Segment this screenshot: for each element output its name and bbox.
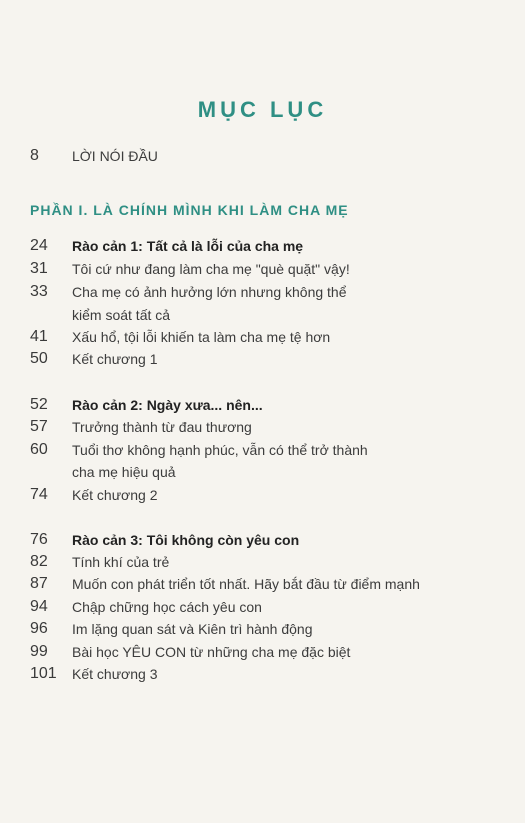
page-number: 8 (30, 147, 39, 164)
entry-label: Im lặng quan sát và Kiên trì hành động (72, 621, 313, 637)
page-number: 76 (30, 531, 48, 548)
entry-label: Rào cản 1: Tất cả là lỗi của cha mẹ (72, 238, 304, 254)
entry-label: Tính khí của trẻ (72, 554, 170, 570)
entry-label: Tôi cứ như đang làm cha mẹ "què quặt" vậy! (72, 261, 350, 277)
entry-label: Kết chương 1 (72, 351, 158, 367)
page-number: 74 (30, 486, 48, 503)
entry-label: Tuổi thơ không hạnh phúc, vẫn có thể trở thành (72, 442, 368, 458)
page-number: 31 (30, 260, 48, 277)
page-number: 87 (30, 575, 48, 592)
page-number: 52 (30, 396, 48, 413)
entry-label: Muốn con phát triển tốt nhất. Hãy bắt đầu từ điểm mạnh (72, 576, 420, 592)
page-number: 50 (30, 350, 48, 367)
entry-label: Cha mẹ có ảnh hưởng lớn nhưng không thể (72, 284, 347, 300)
entry-label: Rào cản 2: Ngày xưa... nên... (72, 397, 263, 413)
page-number: 24 (30, 237, 48, 254)
entry-label: Xấu hổ, tội lỗi khiến ta làm cha mẹ tệ hơn (72, 329, 331, 345)
page-number: 33 (30, 283, 48, 300)
page-number: 60 (30, 441, 48, 458)
entry-label: LỜI NÓI ĐẦU (72, 148, 158, 164)
entry-label: Trưởng thành từ đau thương (72, 419, 252, 435)
part-heading: PHẦN I. LÀ CHÍNH MÌNH KHI LÀM CHA MẸ (30, 202, 349, 218)
page-title: MỤC LỤC (197, 97, 328, 122)
page-number: 82 (30, 553, 48, 570)
entry-label: Bài học YÊU CON từ những cha mẹ đặc biệt (72, 644, 351, 660)
entry-label-continuation: cha mẹ hiệu quả (72, 464, 176, 480)
entry-label: Kết chương 3 (72, 666, 158, 682)
entry-label-continuation: kiểm soát tất cả (72, 307, 171, 323)
entry-label: Kết chương 2 (72, 487, 158, 503)
page-number: 101 (30, 665, 57, 682)
page-number: 99 (30, 643, 48, 660)
page-number: 96 (30, 620, 48, 637)
page-number: 57 (30, 418, 48, 435)
entry-label: Rào cản 3: Tôi không còn yêu con (72, 532, 300, 548)
page-number: 41 (30, 328, 48, 345)
entry-label: Chập chững học cách yêu con (72, 599, 262, 615)
page-number: 94 (30, 598, 48, 615)
